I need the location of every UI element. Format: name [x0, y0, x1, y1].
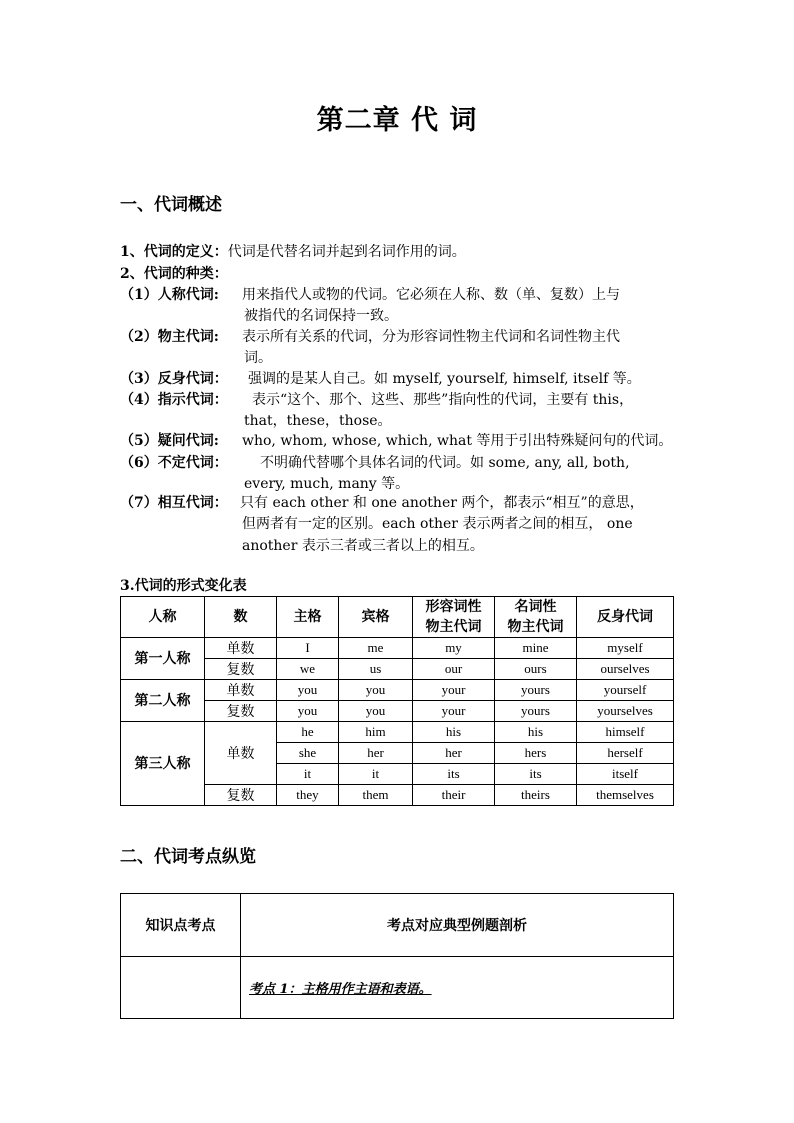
cell: their	[413, 785, 495, 806]
section-heading-exam-points: 二、代词考点纵览	[120, 847, 256, 867]
header-person: 人称	[121, 597, 205, 638]
cell: your	[413, 680, 495, 701]
cell: me	[339, 638, 413, 659]
cell: we	[277, 659, 339, 680]
item-label-demonstrative: （4）指示代词：	[120, 392, 228, 408]
cell: ours	[495, 659, 577, 680]
cell: they	[277, 785, 339, 806]
definition-text: 代词是代替名词并起到名词作用的词。	[227, 244, 466, 260]
cell: itself	[577, 764, 674, 785]
header-example-analysis: 考点对应典型例题剖析	[241, 894, 674, 957]
cell: I	[277, 638, 339, 659]
cell: theirs	[495, 785, 577, 806]
definition-line	[120, 242, 466, 262]
item-text-reflexive-1: 强调的是某人自己。如 myself, yourself, himself, itself 等。	[248, 371, 641, 387]
cell: you	[277, 701, 339, 722]
exam-points-table	[120, 893, 674, 1019]
table-header-row	[121, 597, 674, 638]
number-plural: 复数	[205, 785, 277, 806]
exam-point-cell	[241, 957, 674, 1019]
cell: our	[413, 659, 495, 680]
cell: hers	[495, 743, 577, 764]
header-number: 数	[205, 597, 277, 638]
item-text-possessive-2: 词。	[244, 350, 272, 366]
item-label-possessive: （2）物主代词:	[120, 329, 219, 345]
exam-point-1: 考点 1：主格用作主语和表语。	[249, 982, 432, 997]
person-first: 第一人称	[121, 638, 205, 680]
cell: it	[339, 764, 413, 785]
item-text-indefinite-2: every, much, many 等。	[244, 476, 410, 492]
table-row	[121, 680, 674, 701]
cell: mine	[495, 638, 577, 659]
cell: he	[277, 722, 339, 743]
item-text-reciprocal-2: 但两者有一定的区别。each other 表示两者之间的相互， one	[242, 516, 633, 532]
cell: yourselves	[577, 701, 674, 722]
item-text-interrogative-1: who, whom, whose, which, what 等用于引出特殊疑问句的代词。	[242, 433, 673, 449]
item-label-indefinite: （6）不定代词：	[120, 455, 228, 471]
person-second: 第二人称	[121, 680, 205, 722]
cell: you	[277, 680, 339, 701]
cell: themselves	[577, 785, 674, 806]
number-singular: 单数	[205, 722, 277, 785]
cell: it	[277, 764, 339, 785]
cell: himself	[577, 722, 674, 743]
item-label-interrogative: （5）疑问代词:	[120, 433, 219, 449]
page-title: 第二章 代 词	[316, 105, 478, 136]
header-objective: 宾格	[339, 597, 413, 638]
person-third: 第三人称	[121, 722, 205, 806]
cell: him	[339, 722, 413, 743]
definition-label: 1、代词的定义：	[120, 244, 228, 260]
header-knowledge-point: 知识点考点	[121, 894, 241, 957]
cell: her	[413, 743, 495, 764]
cell: its	[413, 764, 495, 785]
cell: herself	[577, 743, 674, 764]
empty-cell	[121, 957, 241, 1019]
cell: us	[339, 659, 413, 680]
section-heading-overview: 一、代词概述	[120, 195, 222, 215]
cell: his	[495, 722, 577, 743]
kinds-label: 2、代词的种类：	[120, 266, 228, 282]
header-reflexive: 反身代词	[577, 597, 674, 638]
table-row	[121, 638, 674, 659]
header-adj-possessive: 形容词性 物主代词	[413, 597, 495, 638]
cell: her	[339, 743, 413, 764]
item-text-reciprocal-3: another 表示三者或三者以上的相互。	[242, 538, 484, 554]
table-row	[121, 722, 674, 743]
cell: yours	[495, 680, 577, 701]
item-text-demonstrative-1: 表示“这个、那个、这些、那些”指向性的代词，主要有 this，	[252, 392, 634, 408]
cell: them	[339, 785, 413, 806]
cell: its	[495, 764, 577, 785]
cell: yours	[495, 701, 577, 722]
cell: you	[339, 680, 413, 701]
item-text-demonstrative-2: that，these，those。	[244, 413, 392, 429]
header-subjective: 主格	[277, 597, 339, 638]
table-title: 3.代词的形式变化表	[120, 578, 247, 594]
cell: my	[413, 638, 495, 659]
cell: you	[339, 701, 413, 722]
cell: she	[277, 743, 339, 764]
item-text-personal-2: 被指代的名词保持一致。	[244, 308, 398, 324]
item-text-possessive-1: 表示所有关系的代词，分为形容词性物主代词和名词性物主代	[242, 329, 620, 345]
item-label-personal: （1）人称代词:	[120, 287, 219, 303]
item-text-personal-1: 用来指代人或物的代词。它必须在人称、数（单、复数）上与	[242, 287, 620, 303]
cell: yourself	[577, 680, 674, 701]
item-text-indefinite-1: 不明确代替哪个具体名词的代词。如 some, any, all, both,	[260, 455, 630, 471]
table-row	[121, 957, 674, 1019]
cell: myself	[577, 638, 674, 659]
item-text-reciprocal-1: 只有 each other 和 one another 两个，都表示“相互”的意思，	[240, 495, 644, 511]
cell: his	[413, 722, 495, 743]
cell: ourselves	[577, 659, 674, 680]
number-singular: 单数	[205, 680, 277, 701]
item-label-reciprocal: （7）相互代词：	[120, 495, 228, 511]
pronoun-forms-table	[120, 596, 674, 806]
number-plural: 复数	[205, 659, 277, 680]
number-singular: 单数	[205, 638, 277, 659]
number-plural: 复数	[205, 701, 277, 722]
item-label-reflexive: （3）反身代词：	[120, 371, 228, 387]
header-noun-possessive: 名词性 物主代词	[495, 597, 577, 638]
table-header-row	[121, 894, 674, 957]
cell: your	[413, 701, 495, 722]
